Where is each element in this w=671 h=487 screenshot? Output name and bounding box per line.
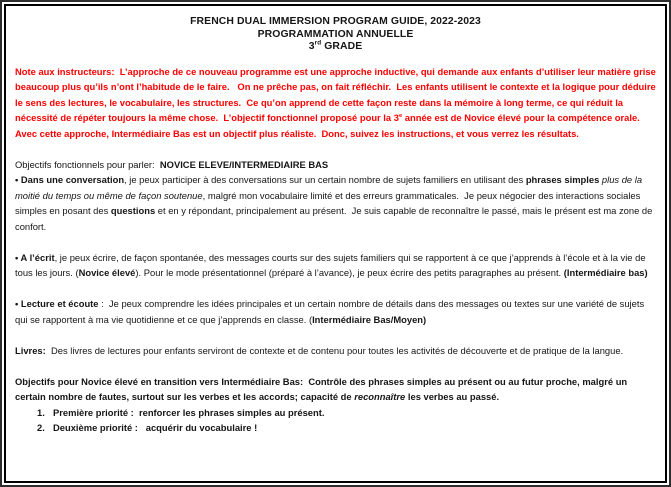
document-frame (4, 4, 667, 483)
priority-item-2 (37, 420, 656, 436)
writing-bullet: • A l’écrit, je peux écrire, de façon spontanée, des messages courts sur des sujets familiers qui se rapportent à ce que j’apprends à l’école et à la vie de tous les jours. (Novice élevé). Pour le mode présentationnel (préparé à l’avance), je peux écrire des petits paragraphes au présent. (Intermédiaire bas) (15, 251, 649, 278)
speaking-objectives-heading: Objectifs fonctionnels pour parler: NOVICE ELEVE/INTERMEDIAIRE BAS (15, 158, 329, 170)
document-title (15, 16, 656, 54)
reading-listening-bullet: • Lecture et écoute : Je peux comprendre les idées principales et un certain nombre de détails dans des messages ou textes sur une variété de sujets qui se rapportent à ma vie quotidienne et ce que j’apprends en classe. (Intermédiaire Bas/Moyen) (15, 298, 647, 325)
priority-number: 2. (37, 422, 45, 433)
priority-item-1 (37, 405, 656, 421)
priority-text: Première priorité : renforcer les phrases simples au présent. (53, 406, 325, 418)
priority-text: Deuxième priorité : acquérir du vocabulaire ! (53, 422, 258, 433)
priority-number: 1. (37, 406, 45, 418)
note-to-instructors: Note aux instructeurs: L’approche de ce nouveau programme est une approche inductive, qui demande aux enfants d’utiliser leur matière grise beaucoup plus qu’ils n’ont l’habitude de le faire. On ne prêche pas, on fait réfléchir. Les enfants utilisent le contexte et la logique pour déduire le sens des lectures, le vocabulaire, les structures. Ce qu’on apprend de cette façon reste dans la mémoire à long terme, ce qui réduit la nécessité de répéter toujours la même chose. L’objectif fonctionnel proposé pour la 3e année est de Novice élevé pour la compétence orale. Avec cette approche, Intermédiaire Bas est un objectif plus réaliste. Donc, suivez les instructions, et vous verrez les résultats. (15, 65, 659, 139)
title-line-programmation: PROGRAMMATION ANNUELLE (257, 28, 414, 40)
title-line-grade: 3rd GRADE (308, 39, 363, 52)
title-line-program: FRENCH DUAL IMMERSION PROGRAM GUIDE, 2022-2023 (190, 16, 481, 27)
transition-objectives: Objectifs pour Novice élevé en transition vers Intermédiaire Bas: Contrôle des phrases simples au présent ou au futur proche, malgré un certain nombre de fautes, surtout sur les verbes et les accords; capacité de reconnaître les verbes au passé. (15, 375, 630, 402)
conversation-bullet: • Dans une conversation, je peux participer à des conversations sur un certain nombre de sujets familiers en utilisant des phrases simples plus de la moitié du temps ou même de façon soutenue, malgré mon vocabulaire limité et des erreurs grammaticales. Je peux négocier des interactions sociales simples en posant des questions et en y répondant, principalement au présent. Je suis capable de reconnaître le passé, mais le présent est ma zone de confort. (15, 174, 655, 232)
priority-list (37, 405, 656, 436)
books-paragraph: Livres: Des livres de lectures pour enfants serviront de contexte et de contenu pour toutes les activités de découverte et de pratique de la langue. (15, 344, 624, 356)
